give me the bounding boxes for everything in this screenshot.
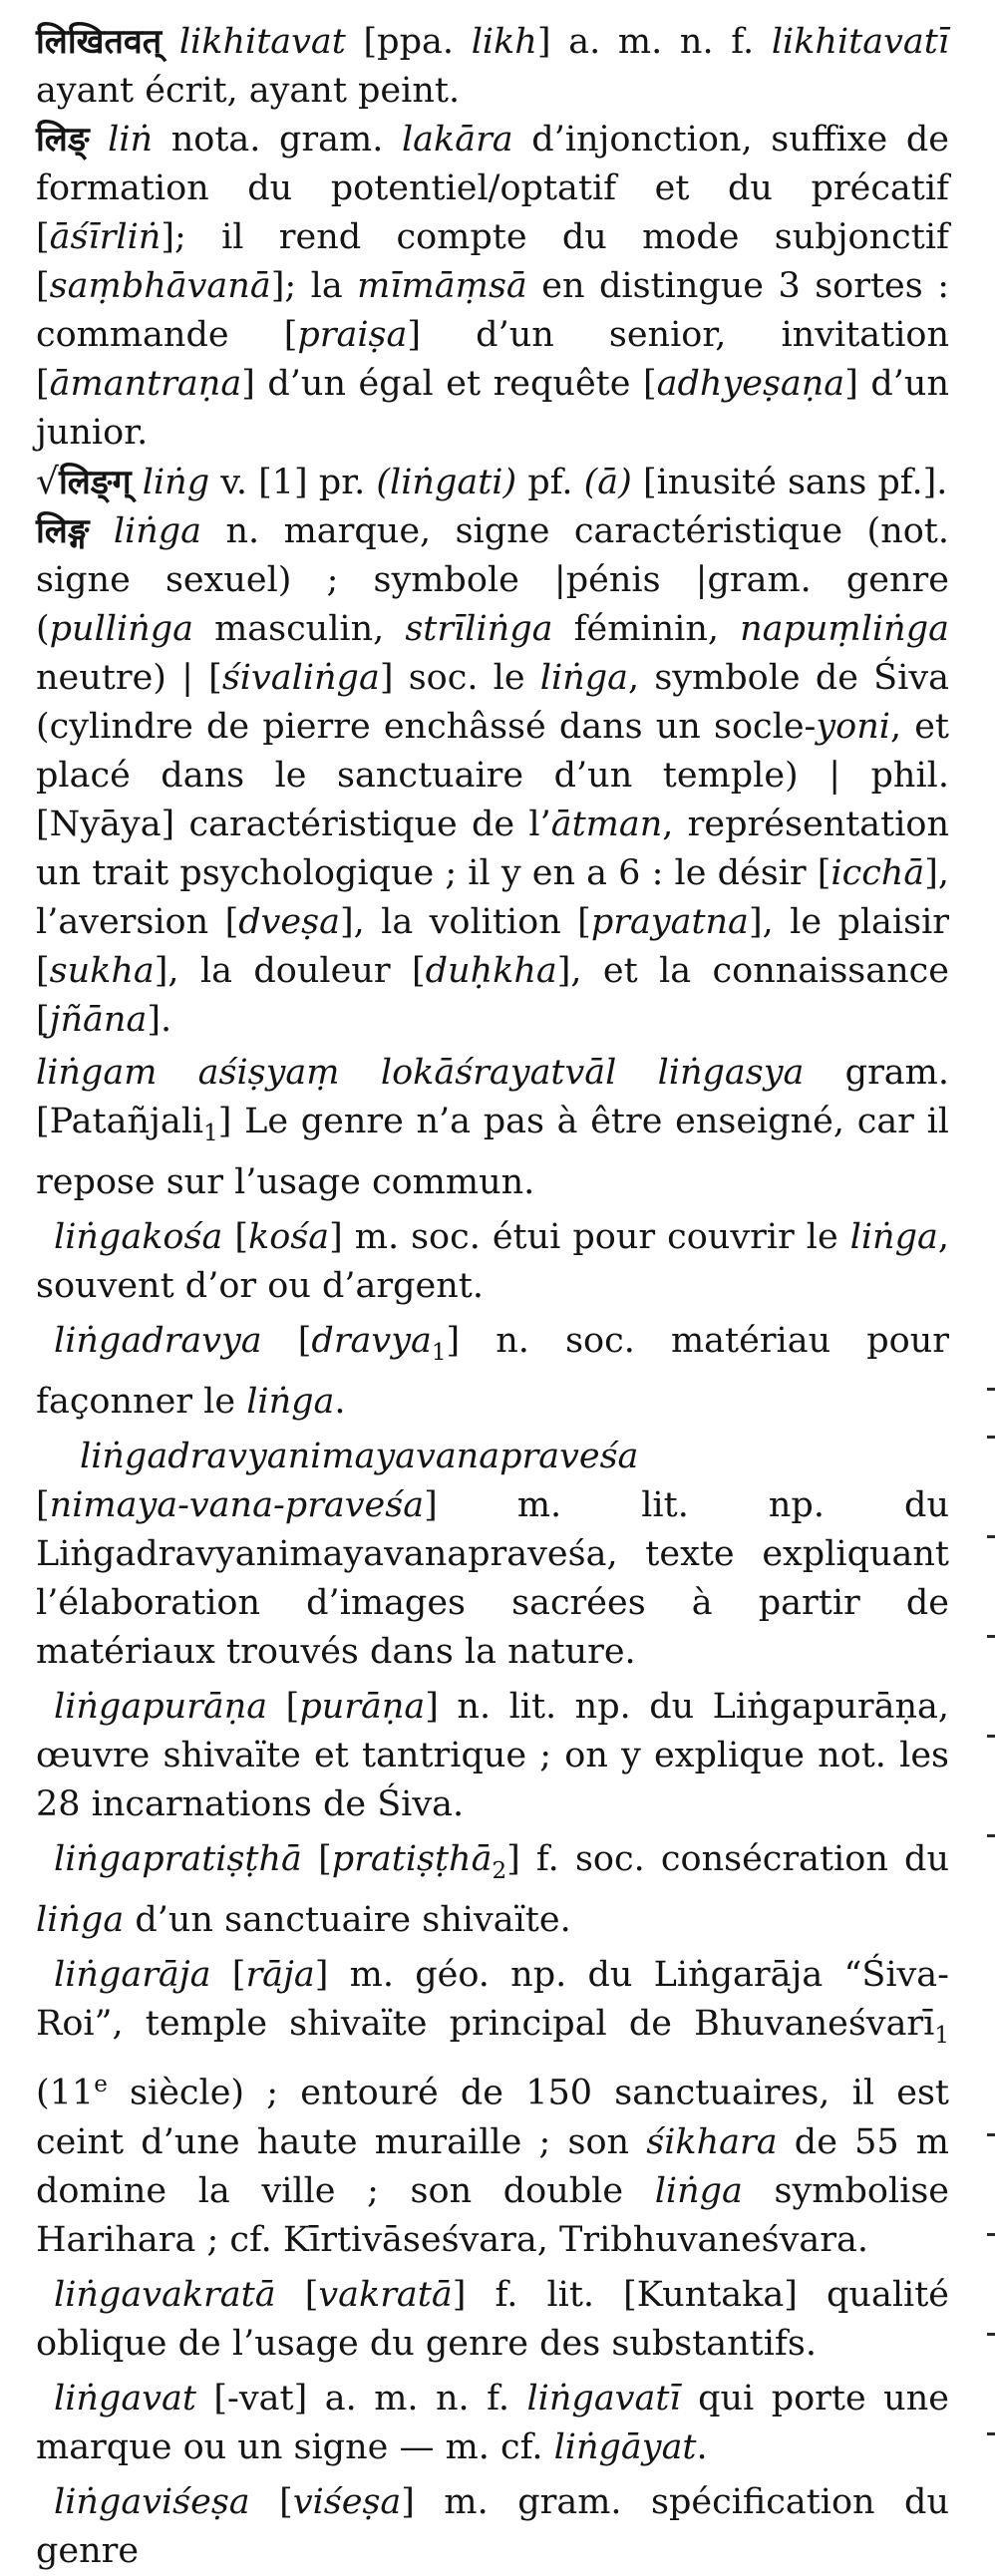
margin-tick xyxy=(987,1834,995,1837)
entry-text: neutre) | [ xyxy=(36,658,222,698)
entry-text: ] m. soc. étui pour couvrir le xyxy=(329,1217,850,1257)
entry-text: . xyxy=(334,1382,346,1422)
example-citation xyxy=(36,1049,949,1207)
entry-text: ], et la connaissance [ xyxy=(36,951,949,1040)
index-mark: 1 xyxy=(203,1121,218,1146)
entry-list xyxy=(36,18,949,2576)
entry-text: ] Le genre n’a pas à être enseigné, car il repose sur l’usage commun. xyxy=(36,1102,949,1202)
devanagari-headword: लिङ् xyxy=(36,120,90,160)
entry-text: masculin, xyxy=(193,609,406,649)
italic-term: mīmāṃsā xyxy=(357,266,527,306)
entry-text: féminin, xyxy=(552,609,741,649)
entry-text: d’un sanctuaire shivaïte. xyxy=(124,1900,571,1940)
italic-term: lakāra xyxy=(401,120,513,160)
sub-entry xyxy=(36,2271,949,2369)
entry-text: [ xyxy=(275,2274,319,2315)
sub-entry xyxy=(36,1213,949,1311)
italic-term: vakratā xyxy=(318,2274,453,2315)
italic-term: icchā xyxy=(830,853,925,893)
italic-term: liṅ xyxy=(108,120,154,160)
italic-term: (ā) xyxy=(583,463,632,502)
entry-text: , et placé dans le sanctuaire d’un temple) | phil. [Nyāya] caractéristique de l’ xyxy=(36,707,949,844)
dictionary-entry xyxy=(36,116,949,458)
entry-text: symbolise Harihara ; cf. Kīrtivāseśvara, Tribhuvaneśvara. xyxy=(36,2170,949,2260)
italic-term: liṅga xyxy=(246,1382,335,1422)
entry-text: ], la douleur [ xyxy=(154,951,426,991)
italic-term: purāṇa xyxy=(299,1687,426,1727)
entry-text xyxy=(89,511,113,551)
italic-term: liṅgavatī xyxy=(526,2378,681,2418)
entry-text: siècle) ; entouré de 150 sanctuaires, il est ceint d’une haute muraille ; son xyxy=(36,2073,949,2162)
entry-text: [ppa. xyxy=(345,22,472,62)
entry-text: ] d’un égal et requête [ xyxy=(241,364,657,404)
entry-text: gram. [Patañjali xyxy=(36,1053,949,1141)
entry-text xyxy=(132,463,143,502)
italic-term: jñāna xyxy=(49,1000,148,1040)
entry-text: ] f. soc. consécration du xyxy=(506,1839,949,1879)
entry-text: [ xyxy=(261,1321,312,1361)
italic-term: liṅg xyxy=(142,463,210,502)
italic-term: liṅga xyxy=(113,511,202,551)
italic-term: liṅga xyxy=(36,1900,125,1940)
italic-term: liṅgapratiṣṭhā xyxy=(54,1839,302,1879)
italic-term: pratiṣṭhā xyxy=(331,1839,493,1879)
italic-term: kośa xyxy=(247,1217,330,1257)
entry-text: ] a. m. n. f. xyxy=(536,22,772,62)
margin-tick xyxy=(987,1635,995,1638)
margin-tick xyxy=(987,2432,995,2435)
entry-text: ] m. gram. spécification du genre xyxy=(36,2481,950,2571)
italic-term: śikhara xyxy=(646,2121,778,2162)
entry-text: n. marque, signe caractéristique (not. signe sexuel) ; symbole |pénis |gram. genre ( xyxy=(36,511,949,649)
entry-text xyxy=(90,120,109,160)
italic-term: strīliṅga xyxy=(405,609,553,649)
italic-term: dveṣa xyxy=(238,902,340,942)
dictionary-entry xyxy=(36,458,949,507)
dictionary-entry xyxy=(36,507,949,1045)
entry-text: ], l’aversion [ xyxy=(36,853,949,942)
margin-tick xyxy=(987,1388,995,1391)
entry-text: . xyxy=(696,2426,708,2467)
devanagari-headword: लिङ्ग् xyxy=(58,463,132,502)
sub-entry xyxy=(36,1433,949,1677)
italic-term: likh xyxy=(471,22,537,62)
entry-text: ] d’un senior, invitation [ xyxy=(36,315,949,404)
devanagari-headword: लिङ्ग xyxy=(36,511,90,551)
entry-text: ] m. lit. np. du Liṅgadravyanimayavanapraveśa, texte expliquant l’élaboration d’images sacrées à partir de matériaux trouvés dans la nature. xyxy=(36,1485,949,1672)
dictionary-entry xyxy=(36,18,949,116)
entry-text: , représentation un trait psychologique ; il y en a 6 : le désir [ xyxy=(36,805,949,893)
entry-text: nota. gram. xyxy=(153,120,402,160)
entry-text: en distingue 3 sortes : commande [ xyxy=(36,266,949,355)
entry-text: [ xyxy=(210,1955,246,1995)
entry-text: [inusité sans pf.]. xyxy=(631,463,948,502)
entry-text: [-vat] a. m. n. f. xyxy=(195,2378,527,2418)
entry-text: ], la volition [ xyxy=(339,902,591,942)
italic-term: liṅgarāja xyxy=(54,1955,211,1995)
italic-term: adhyeṣaṇa xyxy=(656,364,845,404)
italic-term: sukha xyxy=(49,951,155,991)
italic-term: saṃbhāvanā xyxy=(49,266,271,306)
italic-term: liṅga xyxy=(539,658,628,698)
index-mark: 1 xyxy=(431,1340,447,1366)
margin-tick xyxy=(987,1735,995,1738)
entry-text: [ xyxy=(249,2481,293,2522)
sub-entry xyxy=(36,2375,949,2472)
index-mark: 1 xyxy=(934,2023,949,2049)
entry-text: [ xyxy=(301,1839,332,1879)
sub-entry xyxy=(36,1951,949,2265)
italic-term: nimaya-vana-praveśa xyxy=(49,1485,425,1525)
italic-term: liṅga xyxy=(849,1217,938,1257)
entry-text: (11 xyxy=(36,2073,95,2113)
sub-entry xyxy=(36,2478,949,2576)
italic-term: liṅgam aśiṣyaṃ lokāśrayatvāl liṅgasya xyxy=(36,1053,805,1093)
entry-text: ] f. lit. [Kuntaka] qualité oblique de l’usage du genre des substantifs. xyxy=(36,2274,949,2364)
margin-tick xyxy=(987,2133,995,2136)
italic-term: (liṅgati) xyxy=(376,463,517,502)
entry-text: ]; il rend compte du mode subjonctif [ xyxy=(36,217,949,306)
margin-tick xyxy=(987,1436,995,1439)
margin-tick xyxy=(987,2233,995,2236)
entry-text: ] n. soc. matériau pour façonner le xyxy=(36,1321,950,1422)
italic-term: yoni xyxy=(816,707,890,747)
entry-text: pf. xyxy=(516,463,584,502)
italic-term: āmantraṇa xyxy=(49,364,242,404)
dictionary-page xyxy=(36,18,949,2576)
entry-text: ] soc. le xyxy=(379,658,540,698)
italic-term: rāja xyxy=(245,1955,315,1995)
entry-text: ], le plaisir [ xyxy=(36,902,949,991)
italic-term: napuṃliṅga xyxy=(740,609,949,649)
margin-tick xyxy=(987,1535,995,1538)
italic-term: likhitavat xyxy=(178,22,346,62)
entry-text: ]; la xyxy=(270,266,358,306)
entry-text: ] m. géo. np. du Liṅgarāja “Śiva-Roi”, temple shivaïte principal de Bhuvaneśvarī xyxy=(36,1955,949,2044)
sub-entry xyxy=(36,1683,949,1829)
italic-term: duḥkha xyxy=(425,951,557,991)
entry-text: [ xyxy=(222,1217,248,1257)
italic-term: prayatna xyxy=(590,902,749,942)
italic-term: praiṣa xyxy=(297,315,408,355)
sub-entry xyxy=(36,1835,949,1945)
entry-text: ] n. lit. np. du Liṅgapurāṇa, œuvre shivaïte et tantrique ; on y explique not. les 28 incarnations de Śiva. xyxy=(36,1687,949,1824)
entry-text: ayant écrit, ayant peint. xyxy=(36,71,461,111)
italic-term: viśeṣa xyxy=(292,2481,402,2522)
italic-term: liṅgapurāṇa xyxy=(54,1687,268,1727)
italic-term: dravya xyxy=(311,1321,432,1361)
italic-term: liṅgaviśeṣa xyxy=(54,2481,250,2522)
sub-entry xyxy=(36,1317,949,1427)
italic-term: pulliṅga xyxy=(49,609,193,649)
entry-text: ] d’un junior. xyxy=(36,364,949,453)
italic-term: śivaliṅga xyxy=(221,658,380,698)
entry-text: ]. xyxy=(147,1000,172,1040)
index-mark: 2 xyxy=(492,1858,507,1884)
sub-entry-headword: liṅgadravyanimayavanapraveśa xyxy=(80,1437,639,1476)
italic-term: liṅgakośa xyxy=(54,1217,223,1257)
italic-term: āśīrliṅ xyxy=(49,217,162,257)
entry-text: , symbole de Śiva (cylindre de pierre enchâssé dans un socle- xyxy=(36,658,949,747)
italic-term: ātman xyxy=(550,805,663,844)
radical-sign: √ xyxy=(36,462,59,502)
entry-text: v. [1] pr. xyxy=(209,463,377,502)
entry-text: d’injonction, suffixe de formation du potentiel/optatif et du précatif [ xyxy=(36,120,949,257)
italic-term: likhitavatī xyxy=(771,22,949,62)
entry-text: , souvent d’or ou d’argent. xyxy=(36,1217,950,1306)
index-mark: e xyxy=(94,2072,108,2097)
entry-text xyxy=(162,22,179,62)
italic-term: liṅgavat xyxy=(54,2378,196,2418)
italic-term: liṅgadravya xyxy=(54,1321,262,1361)
italic-term: liṅgavakratā xyxy=(54,2274,276,2315)
italic-term: liṅgāyat xyxy=(553,2426,697,2467)
devanagari-headword: लिखितवत् xyxy=(36,22,163,62)
entry-text: [ xyxy=(267,1687,300,1727)
entry-text: de 55 m domine la ville ; son double xyxy=(36,2121,949,2211)
margin-tick xyxy=(987,2333,995,2336)
italic-term: liṅga xyxy=(654,2170,743,2211)
entry-text: [ xyxy=(36,1485,50,1525)
entry-text: qui porte une marque ou un signe — m. cf. xyxy=(36,2378,949,2467)
